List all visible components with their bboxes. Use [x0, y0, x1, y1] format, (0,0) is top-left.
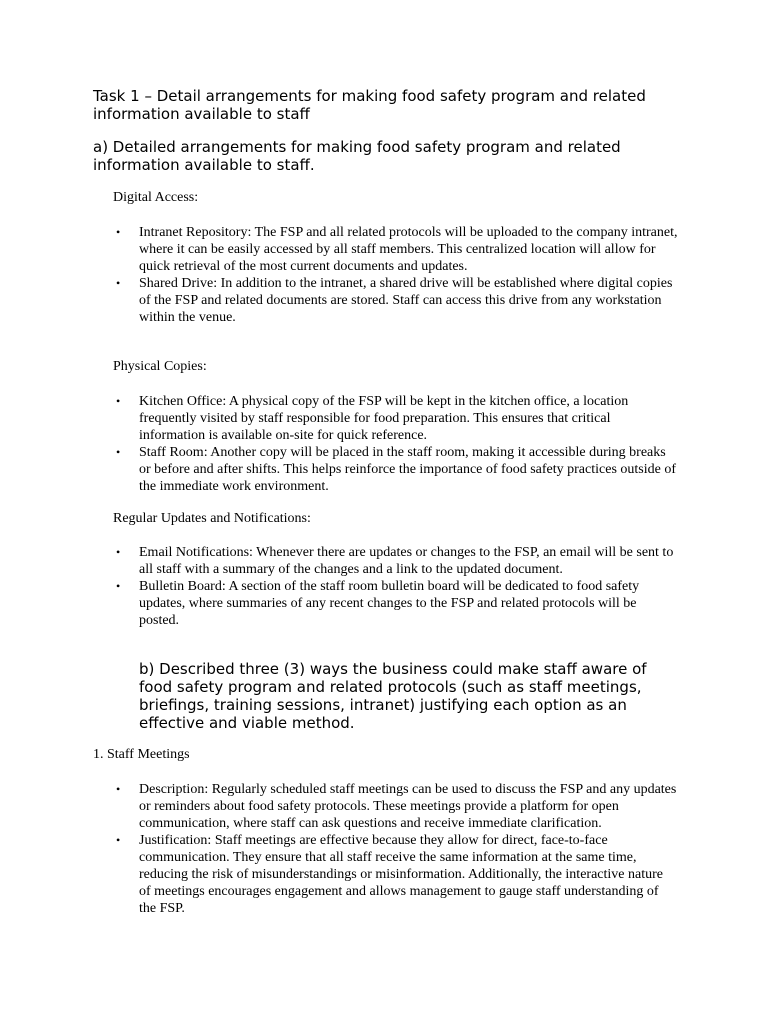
list-item-text: Kitchen Office: A physical copy of the FSP will be kept in the kitchen office, a location frequently visited by staff responsible for food preparation. This ensures that critical information is available on-site for quick reference. — [139, 394, 629, 443]
list-item — [113, 544, 678, 578]
bullet-icon: • — [116, 276, 121, 290]
physical-copies-label: Physical Copies: — [113, 359, 207, 374]
part-b-heading: b) Described three (3) ways the business could make staff aware of food safety program and related protocols (such as staff meetings, briefings, training sessions, intranet) justifying each option as an effective and viable method. — [139, 660, 647, 732]
bullet-icon: • — [116, 833, 121, 847]
regular-updates-label: Regular Updates and Notifications: — [113, 511, 311, 526]
list-item — [113, 444, 678, 495]
list-item — [113, 781, 678, 832]
bullet-icon: • — [116, 545, 121, 559]
part-a-heading: a) Detailed arrangements for making food safety program and related information available to staff. — [93, 138, 621, 174]
bullet-icon: • — [116, 782, 121, 796]
list-item — [113, 578, 678, 629]
list-item-text: Email Notifications: Whenever there are updates or changes to the FSP, an email will be sent to all staff with a summary of the changes and a link to the updated document. — [139, 545, 674, 577]
list-item — [113, 832, 678, 917]
list-item-text: Staff Room: Another copy will be placed in the staff room, making it accessible during breaks or before and after shifts. This helps reinforce the importance of food safety practices outside of the immediate work environment. — [139, 445, 676, 494]
bullet-icon: • — [116, 394, 121, 408]
digital-access-list — [113, 224, 678, 326]
list-item — [113, 224, 678, 275]
bullet-icon: • — [116, 445, 121, 459]
task-title: Task 1 – Detail arrangements for making food safety program and related information available to staff — [93, 87, 646, 123]
list-item-text: Bulletin Board: A section of the staff room bulletin board will be dedicated to food safety updates, where summaries of any recent changes to the FSP and related protocols will be posted. — [139, 579, 640, 628]
list-item — [113, 393, 678, 444]
list-item-text: Description: Regularly scheduled staff meetings can be used to discuss the FSP and any updates or reminders about food safety protocols. These meetings provide a platform for open communication, where staff can ask questions and receive immediate clarification. — [139, 782, 677, 831]
bullet-icon: • — [116, 579, 121, 593]
bullet-icon: • — [116, 225, 121, 239]
regular-updates-list — [113, 544, 678, 629]
list-item-text: Justification: Staff meetings are effective because they allow for direct, face-to-face communication. They ensure that all staff receive the same information at the same time, reducing the risk of misunderstandings or misinformation. Additionally, the interactive nature of meetings encourages engagement and allows management to gauge staff understanding of the FSP. — [139, 833, 663, 916]
list-item-text: Intranet Repository: The FSP and all related protocols will be uploaded to the company intranet, where it can be easily accessed by all staff members. This centralized location will allow for quick retrieval of the most current documents and updates. — [139, 225, 678, 274]
digital-access-label: Digital Access: — [113, 190, 199, 205]
physical-copies-list — [113, 393, 678, 495]
staff-meetings-list — [113, 781, 678, 917]
list-item-text: Shared Drive: In addition to the intranet, a shared drive will be established where digital copies of the FSP and related documents are stored. Staff can access this drive from any workstation within the venue. — [139, 276, 673, 325]
list-item — [113, 275, 678, 326]
staff-meetings-label: 1. Staff Meetings — [93, 747, 190, 762]
